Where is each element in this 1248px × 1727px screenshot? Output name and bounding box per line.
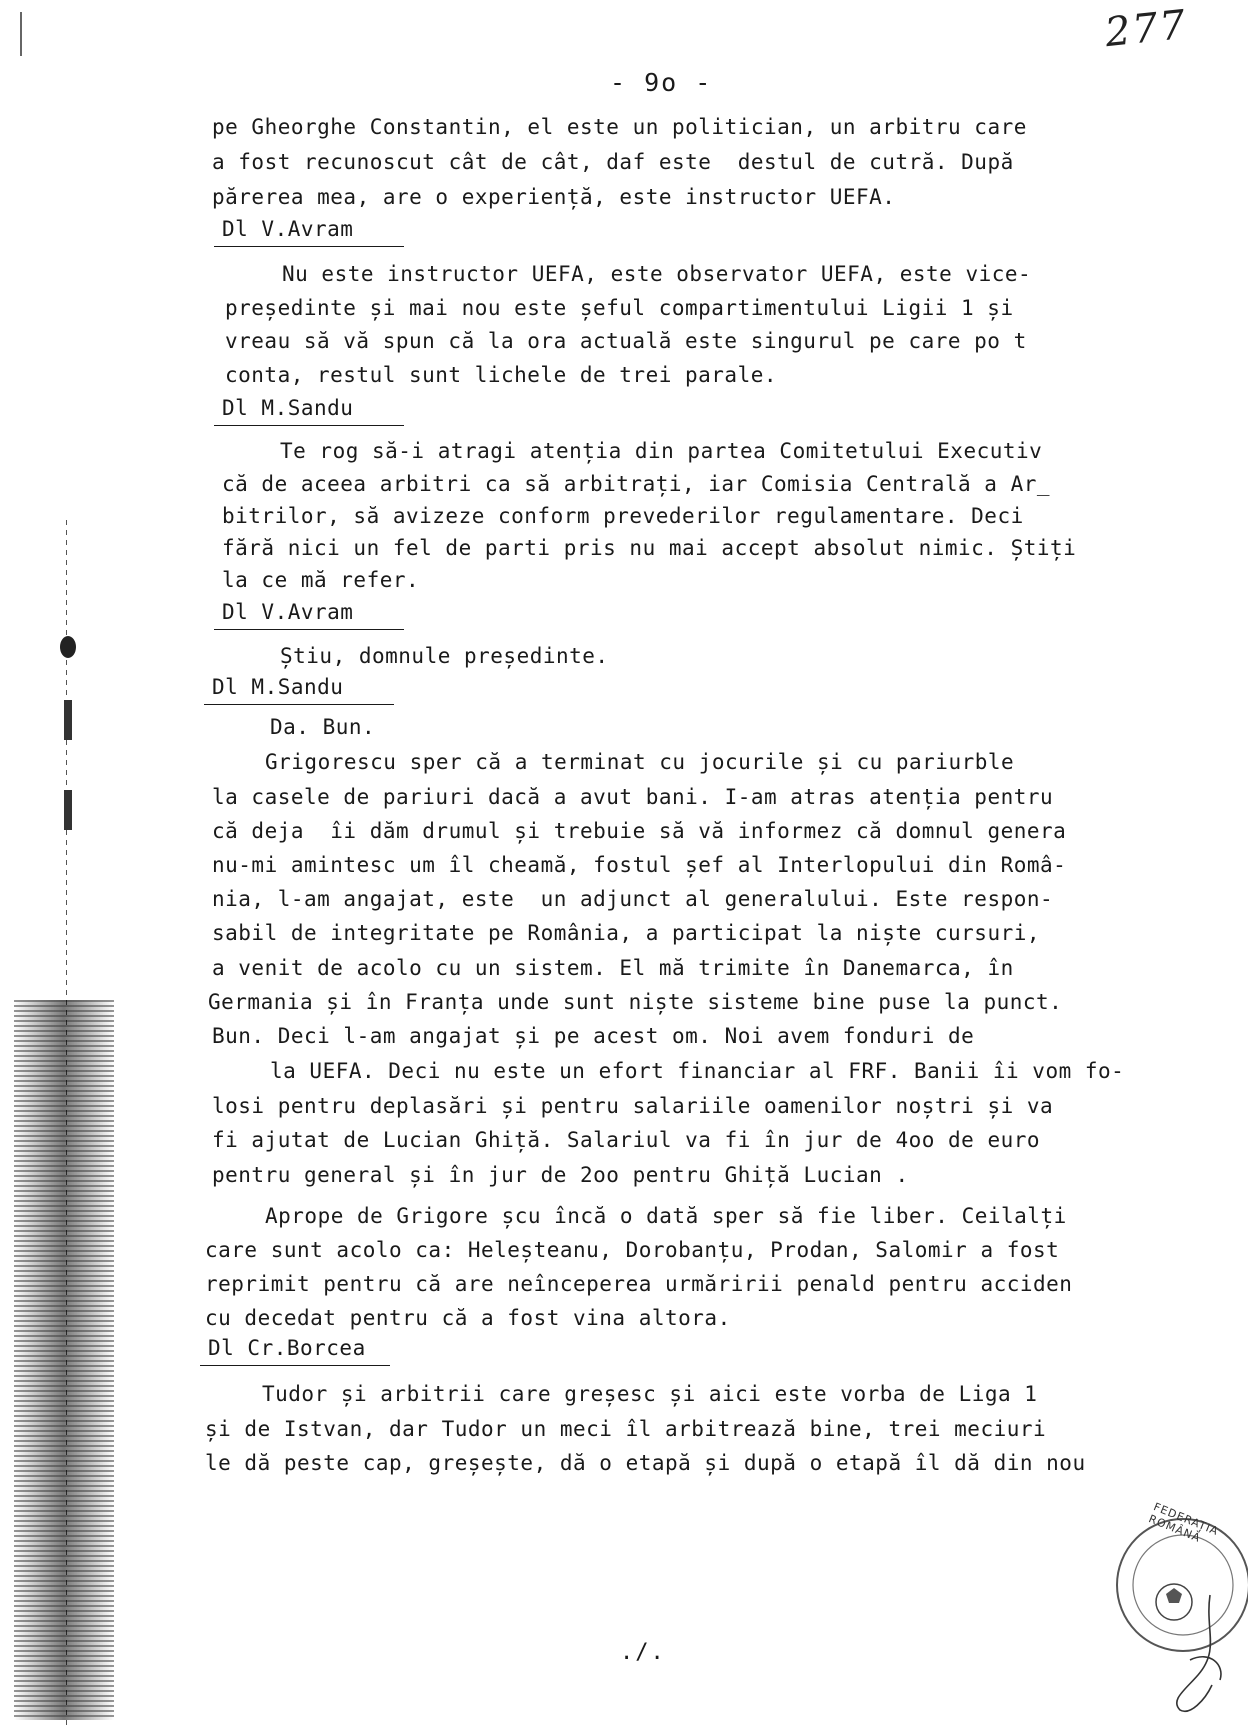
text-line: părerea mea, are o experiență, este instructor UEFA.: [212, 185, 896, 209]
margin-tick: [64, 700, 72, 740]
text-line: Germania și în Franța unde sunt niște sisteme bine puse la punct.: [208, 990, 1063, 1014]
punch-hole-mark: [60, 636, 76, 658]
text-line: nu-mi amintesc um îl cheamă, fostul șef al Interlopului din Româ-: [212, 853, 1067, 877]
text-line: și de Istvan, dar Tudor un meci îl arbitrează bine, trei meciuri: [205, 1417, 1047, 1441]
binding-shadow: [14, 1000, 114, 1720]
text-line: Tudor și arbitrii care greșesc și aici este vorba de Liga 1: [262, 1382, 1038, 1406]
text-line: Știu, domnule președinte.: [280, 644, 609, 668]
text-line: Nu este instructor UEFA, este observator UEFA, este vice-: [282, 262, 1032, 286]
text-line: losi pentru deplasări și pentru salariile oamenilor noștri și va: [212, 1094, 1054, 1118]
text-line: la ce mă refer.: [222, 568, 420, 592]
text-line: fi ajutat de Lucian Ghiță. Salariul va fi în jur de 4oo de euro: [212, 1128, 1041, 1152]
text-line: le dă peste cap, greșește, dă o etapă și după o etapă îl dă din nou: [205, 1451, 1086, 1475]
text-line: a fost recunoscut cât de cât, daf este destul de cutră. După: [212, 150, 1014, 174]
stamp-text: FEDERAȚIA ROMÂNĂ: [1146, 1500, 1221, 1545]
handwritten-page-number: 277: [1102, 1, 1190, 57]
speaker-label: Dl Cr.Borcea: [208, 1336, 366, 1360]
text-line: cu decedat pentru că a fost vina altora.: [205, 1306, 731, 1330]
text-line: nia, l-am angajat, este un adjunct al generalului. Este respon-: [212, 887, 1054, 911]
text-line: la casele de pariuri dacă a avut bani. I-am atras atenția pentru: [212, 785, 1054, 809]
speaker-label: Dl M.Sandu: [222, 396, 354, 420]
text-line: a venit de acolo cu un sistem. El mă trimite în Danemarca, în: [212, 956, 1014, 980]
text-line: sabil de integritate pe România, a participat la niște cursuri,: [212, 921, 1041, 945]
speaker-label: Dl V.Avram: [222, 217, 354, 241]
text-line: care sunt acolo ca: Heleșteanu, Dorobanțu, Prodan, Salomir a fost: [205, 1238, 1060, 1262]
text-line: la UEFA. Deci nu este un efort financiar al FRF. Banii îi vom fo-: [270, 1059, 1125, 1083]
speaker-label: Dl M.Sandu: [212, 675, 344, 699]
speaker-label: Dl V.Avram: [222, 600, 354, 624]
text-line: Bun. Deci l-am angajat și pe acest om. Noi avem fonduri de: [212, 1024, 975, 1048]
text-line: fără nici un fel de parti pris nu mai accept absolut nimic. Știți: [222, 536, 1077, 560]
continuation-mark: ./.: [620, 1640, 666, 1665]
handwritten-signature-icon: [1150, 1590, 1240, 1720]
scan-edge-mark: [20, 12, 22, 56]
text-line: președinte și mai nou este șeful compartimentului Ligii 1 și: [225, 296, 1014, 320]
text-line: vreau să vă spun că la ora actuală este singurul pe care po t: [225, 329, 1027, 353]
text-line: că de aceea arbitri ca să arbitrați, iar Comisia Centrală a Ar_: [222, 472, 1051, 496]
text-line: pentru general și în jur de 2oo pentru Ghiță Lucian .: [212, 1163, 909, 1187]
text-line: pe Gheorghe Constantin, el este un politician, un arbitru care: [212, 115, 1027, 139]
text-line: Da. Bun.: [270, 715, 376, 739]
margin-tick: [64, 790, 72, 830]
text-line: reprimit pentru că are neînceperea urmăririi penald pentru acciden: [205, 1272, 1073, 1296]
text-line: că deja îi dăm drumul și trebuie să vă informez că domnul genera: [212, 819, 1067, 843]
page-number: - 9o -: [610, 68, 713, 97]
text-line: Grigorescu sper că a terminat cu jocurile și cu pariurble: [265, 750, 1015, 774]
text-line: conta, restul sunt lichele de trei parale.: [225, 363, 778, 387]
text-line: Te rog să-i atragi atenția din partea Comitetului Executiv: [280, 439, 1043, 463]
text-line: bitrilor, să avizeze conform prevederilor regulamentare. Deci: [222, 504, 1024, 528]
text-line: Aprope de Grigore șcu încă o dată sper să fie liber. Ceilalți: [265, 1204, 1067, 1228]
